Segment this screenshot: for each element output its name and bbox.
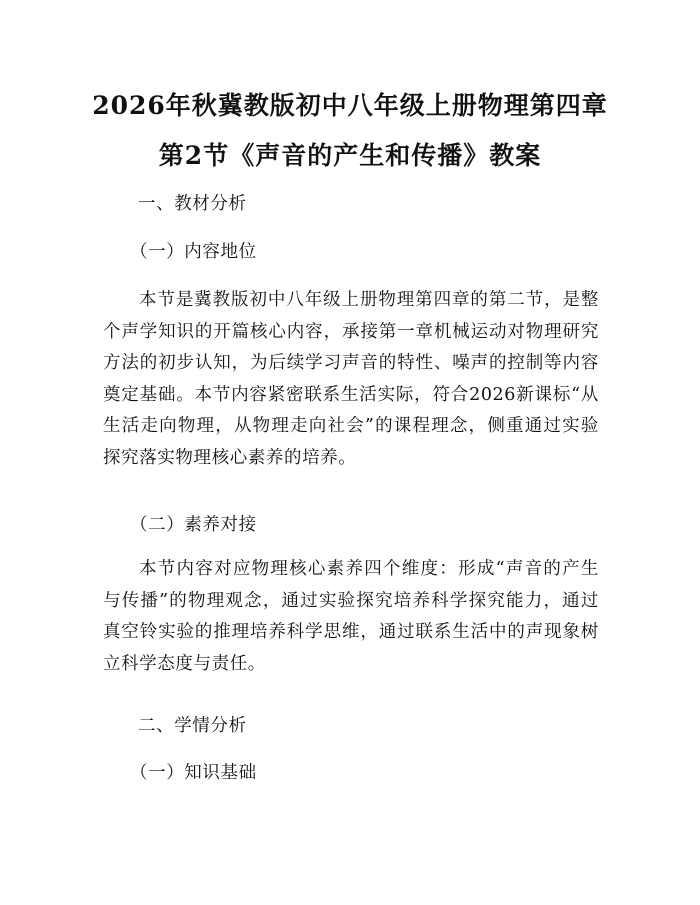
section-heading-student-analysis: 二、学情分析 (138, 716, 247, 736)
document-title-line-2: 第2节《声音的产生和传播》教案 (158, 141, 542, 170)
paragraph-text: 本节内容对应物理核心素养四个维度：形成“声音的产生与传播”的物理观念，通过实验探究培养科学探究能力，通过真空铃实验的推理培养科学思维，通过联系生活中的声现象树立科学态度与责任。 (103, 559, 599, 674)
paragraph-literacy-alignment (103, 554, 599, 680)
subsection-heading-literacy-alignment: （二）素养对接 (130, 515, 257, 535)
paragraph-content-position (103, 285, 599, 474)
document-title-line-1: 2026年秋冀教版初中八年级上册物理第四章 (92, 91, 608, 120)
subsection-heading-content-position: （一）内容地位 (130, 242, 257, 262)
section-heading-textbook-analysis: 一、教材分析 (138, 194, 247, 214)
paragraph-text: 本节是冀教版初中八年级上册物理第四章的第二节，是整个声学知识的开篇核心内容，承接第一章机械运动对物理研究方法的初步认知，为后续学习声音的特性、噪声的控制等内容奠定基础。本节内容紧密联系生活实际，符合2026新课标“从生活走向物理，从物理走向社会”的课程理念，侧重通过实验探究落实物理核心素养的培养。 (103, 290, 599, 468)
subsection-heading-knowledge-foundation: （一）知识基础 (130, 763, 257, 783)
